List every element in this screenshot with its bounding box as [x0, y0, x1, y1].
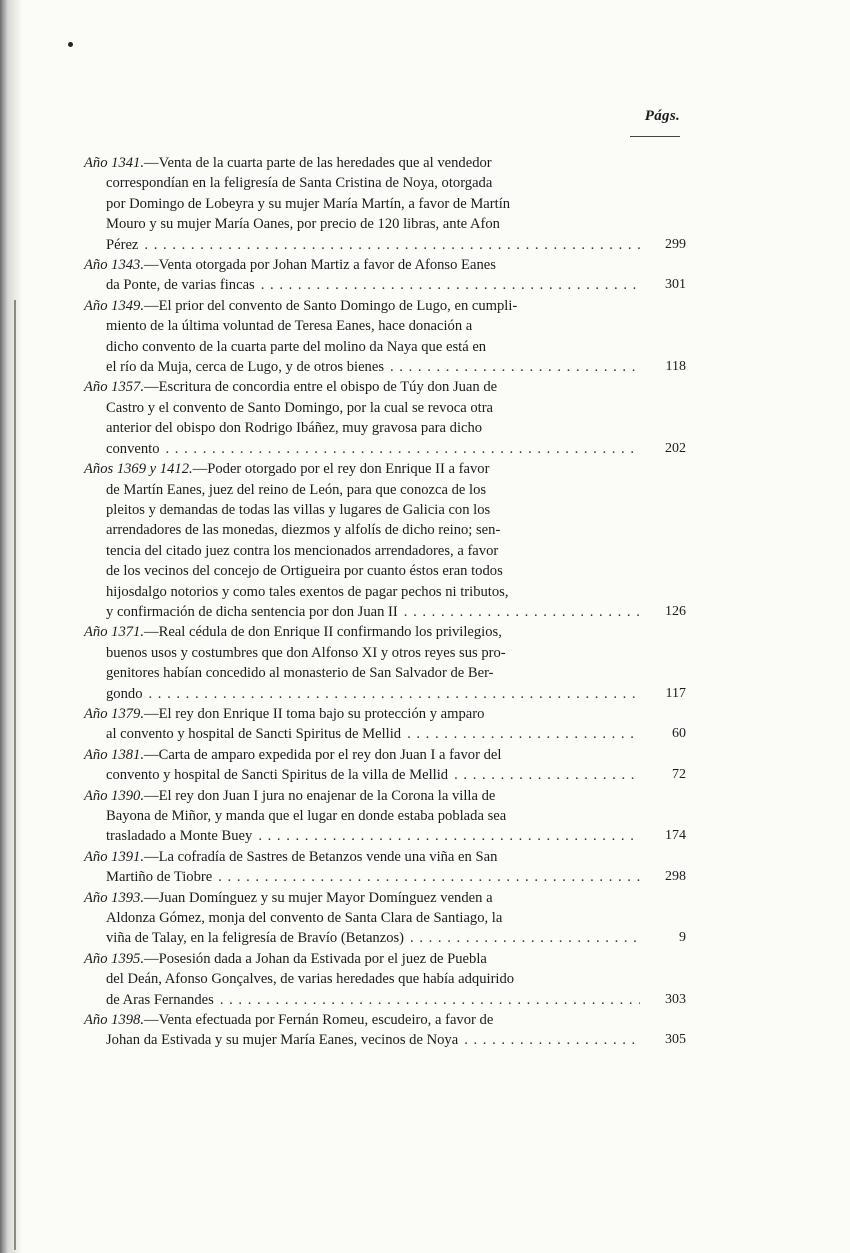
entry-last-line: [84, 1030, 640, 1050]
entry-text: —Escritura de concordia entre el obispo de Túy don Juan de: [144, 379, 498, 396]
entry-text: Pérez: [106, 236, 139, 253]
entry-last-line: [84, 235, 640, 255]
entry-line: [84, 1010, 640, 1030]
entry-line: [84, 173, 640, 193]
entry-text: tencia del citado juez contra los mencionados arrendadores, a favor: [106, 542, 499, 559]
entry-year: Año 1390.: [84, 787, 144, 804]
entry-text: convento: [106, 440, 160, 457]
page-number: 126: [665, 603, 686, 619]
entry-text: —Venta otorgada por Johan Martiz a favor de Afonso Eanes: [144, 257, 496, 274]
entry-text: Martiño de Tiobre: [106, 869, 213, 886]
page-number: 60: [672, 726, 686, 742]
dot-leader: [166, 439, 641, 459]
entry-text: anterior del obispo don Rodrigo Ibáñez, muy gravosa para dicho: [106, 420, 483, 437]
toc-entry: [84, 745, 686, 786]
entry-text: del Deán, Afonso Gonçalves, de varias heredades que había adquirido: [106, 971, 515, 988]
dot-leader: [261, 275, 640, 295]
entry-last-line: [84, 990, 640, 1010]
dot-leader: [390, 357, 640, 377]
entry-text: —Juan Domínguez y su mujer Mayor Domínguez venden a: [144, 889, 493, 906]
entry-text: da Ponte, de varias fincas: [106, 277, 255, 294]
entry-line: [84, 296, 640, 316]
entry-text: Aldonza Gómez, monja del convento de Santa Clara de Santiago, la: [106, 910, 503, 927]
entry-year: Año 1379.: [84, 705, 144, 722]
entry-text: buenos usos y costumbres que don Alfonso XI y otros reyes sus pro-: [106, 644, 506, 661]
dot-leader: [258, 826, 640, 846]
scan-speck: [68, 42, 73, 47]
entry-line: [84, 194, 640, 214]
page-number: 298: [665, 869, 686, 885]
entry-last-line: [84, 602, 640, 622]
entry-text: de Martín Eanes, juez del reino de León, para que conozca de los: [106, 481, 487, 498]
entry-last-line: [84, 765, 640, 785]
entry-text: Johan da Estivada y su mujer María Eanes, vecinos de Noya: [106, 1032, 459, 1049]
entry-text: genitores habían concedido al monasterio de San Salvador de Ber-: [106, 665, 494, 682]
entry-last-line: [84, 439, 640, 459]
toc-entry: [84, 296, 686, 378]
entry-line: [84, 663, 640, 683]
page-number: 299: [665, 236, 686, 252]
entry-text: de los vecinos del concejo de Ortigueira por cuanto éstos eran todos: [106, 563, 503, 580]
entry-last-line: [84, 275, 640, 295]
toc-entry: [84, 949, 686, 1010]
page-number: 117: [665, 685, 686, 701]
entry-line: [84, 908, 640, 928]
dot-leader: [148, 684, 640, 704]
entry-line: [84, 888, 640, 908]
toc-entry: [84, 847, 686, 888]
entry-text: pleitos y demandas de todas las villas y lugares de Galicia con los: [106, 501, 491, 518]
entry-text: dicho convento de la cuarta parte del molino da Naya que está en: [106, 338, 487, 355]
entry-text: —Posesión dada a Johan da Estivada por el juez de Puebla: [144, 950, 487, 967]
entry-text: —Carta de amparo expedida por el rey don Juan I a favor del: [144, 746, 502, 763]
entry-line: [84, 949, 640, 969]
entry-text: y confirmación de dicha sentencia por don Juan II: [106, 603, 398, 620]
entry-line: [84, 480, 640, 500]
dot-leader: [464, 1030, 640, 1050]
entry-year: Año 1371.: [84, 624, 144, 641]
entry-line: [84, 806, 640, 826]
page-number: 305: [665, 1032, 686, 1048]
entry-text: por Domingo de Lobeyra y su mujer María Martín, a favor de Martín: [106, 195, 511, 212]
dot-leader: [144, 235, 640, 255]
page-number: 72: [672, 767, 686, 783]
entry-line: [84, 847, 640, 867]
entry-line: [84, 337, 640, 357]
entry-line: [84, 153, 640, 173]
entry-last-line: [84, 826, 640, 846]
entry-text: —El rey don Juan I jura no enajenar de la Corona la villa de: [144, 787, 496, 804]
page-number: 301: [665, 277, 686, 293]
entry-line: [84, 582, 640, 602]
entry-text: —El prior del convento de Santo Domingo de Lugo, en cumpli-: [144, 297, 518, 314]
entry-last-line: [84, 928, 640, 948]
page-number: 303: [665, 991, 686, 1007]
toc-entry: [84, 459, 686, 622]
entry-last-line: [84, 724, 640, 744]
dot-leader: [454, 765, 640, 785]
entry-line: [84, 377, 640, 397]
entry-line: [84, 500, 640, 520]
entry-year: Año 1381.: [84, 746, 144, 763]
table-of-contents: [84, 153, 686, 1051]
scan-margin-line: [14, 300, 16, 1250]
entry-text: —El rey don Enrique II toma bajo su protección y amparo: [144, 705, 485, 722]
entry-text: gondo: [106, 685, 143, 702]
toc-entry: [84, 888, 686, 949]
entry-line: [84, 459, 640, 479]
entry-text: miento de la última voluntad de Teresa Eanes, hace donación a: [106, 318, 473, 335]
page-number: 9: [679, 930, 686, 946]
entry-last-line: [84, 867, 640, 887]
entry-text: —La cofradía de Sastres de Betanzos vende una viña en San: [144, 848, 498, 865]
toc-entry: [84, 153, 686, 255]
entry-text: el río da Muja, cerca de Lugo, y de otros bienes: [106, 359, 384, 376]
entry-year: Año 1393.: [84, 889, 144, 906]
dot-leader: [404, 602, 640, 622]
entry-text: Mouro y su mujer María Oanes, por precio de 120 libras, ante Afon: [106, 216, 500, 233]
entry-text: al convento y hospital de Sancti Spiritus de Mellid: [106, 726, 402, 743]
entry-line: [84, 745, 640, 765]
entry-line: [84, 316, 640, 336]
entry-text: trasladado a Monte Buey: [106, 828, 253, 845]
entry-line: [84, 398, 640, 418]
entry-year: Año 1391.: [84, 848, 144, 865]
toc-entry: [84, 377, 686, 459]
dot-leader: [407, 724, 640, 744]
toc-entry: [84, 255, 686, 296]
entry-text: arrendadores de las monedas, diezmos y alfolís de dicho reino; sen-: [106, 522, 501, 539]
entry-line: [84, 786, 640, 806]
entry-text: viña de Talay, en la feligresía de Bravío (Betanzos): [106, 930, 405, 947]
toc-entry: [84, 1010, 686, 1051]
entry-year: Año 1343.: [84, 257, 144, 274]
entry-last-line: [84, 684, 640, 704]
entry-text: Castro y el convento de Santo Domingo, por la cual se revoca otra: [106, 399, 494, 416]
entry-text: —Real cédula de don Enrique II confirmando los privilegios,: [144, 624, 502, 641]
entry-text: convento y hospital de Sancti Spiritus de la villa de Mellid: [106, 767, 449, 784]
entry-line: [84, 214, 640, 234]
dot-leader: [218, 867, 640, 887]
entry-line: [84, 520, 640, 540]
entry-line: [84, 418, 640, 438]
entry-text: —Venta efectuada por Fernán Romeu, escudeiro, a favor de: [144, 1012, 494, 1029]
entry-year: Año 1395.: [84, 950, 144, 967]
toc-entry: [84, 704, 686, 745]
toc-entry: [84, 786, 686, 847]
entry-last-line: [84, 357, 640, 377]
entry-line: [84, 541, 640, 561]
entry-line: [84, 622, 640, 642]
entry-text: de Aras Fernandes: [106, 991, 214, 1008]
dot-leader: [220, 990, 640, 1010]
dot-leader: [410, 928, 640, 948]
entry-line: [84, 643, 640, 663]
entry-text: —Venta de la cuarta parte de las heredades que al vendedor: [144, 155, 492, 171]
entry-line: [84, 704, 640, 724]
page-column-header: Págs.: [644, 108, 680, 124]
entry-text: Bayona de Miñor, y manda que el lugar en donde estaba poblada sea: [106, 808, 507, 824]
entry-year: Año 1357.: [84, 379, 144, 396]
entry-line: [84, 969, 640, 989]
entry-text: correspondían en la feligresía de Santa Cristina de Noya, otorgada: [106, 175, 493, 192]
header-rule: [630, 136, 680, 137]
entry-line: [84, 255, 640, 275]
entry-year: Año 1349.: [84, 297, 144, 314]
entry-year: Años 1369 y 1412.: [84, 461, 193, 478]
page-number: 202: [665, 440, 686, 456]
entry-line: [84, 561, 640, 581]
entry-text: hijosdalgo notorios y como tales exentos de pagar pechos ni tributos,: [106, 583, 509, 600]
scan-binding-edge: [0, 0, 22, 1253]
toc-entry: [84, 622, 686, 704]
entry-year: Año 1398.: [84, 1012, 144, 1029]
entry-year: Año 1341.: [84, 155, 144, 171]
page-number: 118: [665, 359, 686, 375]
entry-text: —Poder otorgado por el rey don Enrique II a favor: [192, 461, 490, 478]
page-number: 174: [665, 828, 686, 844]
